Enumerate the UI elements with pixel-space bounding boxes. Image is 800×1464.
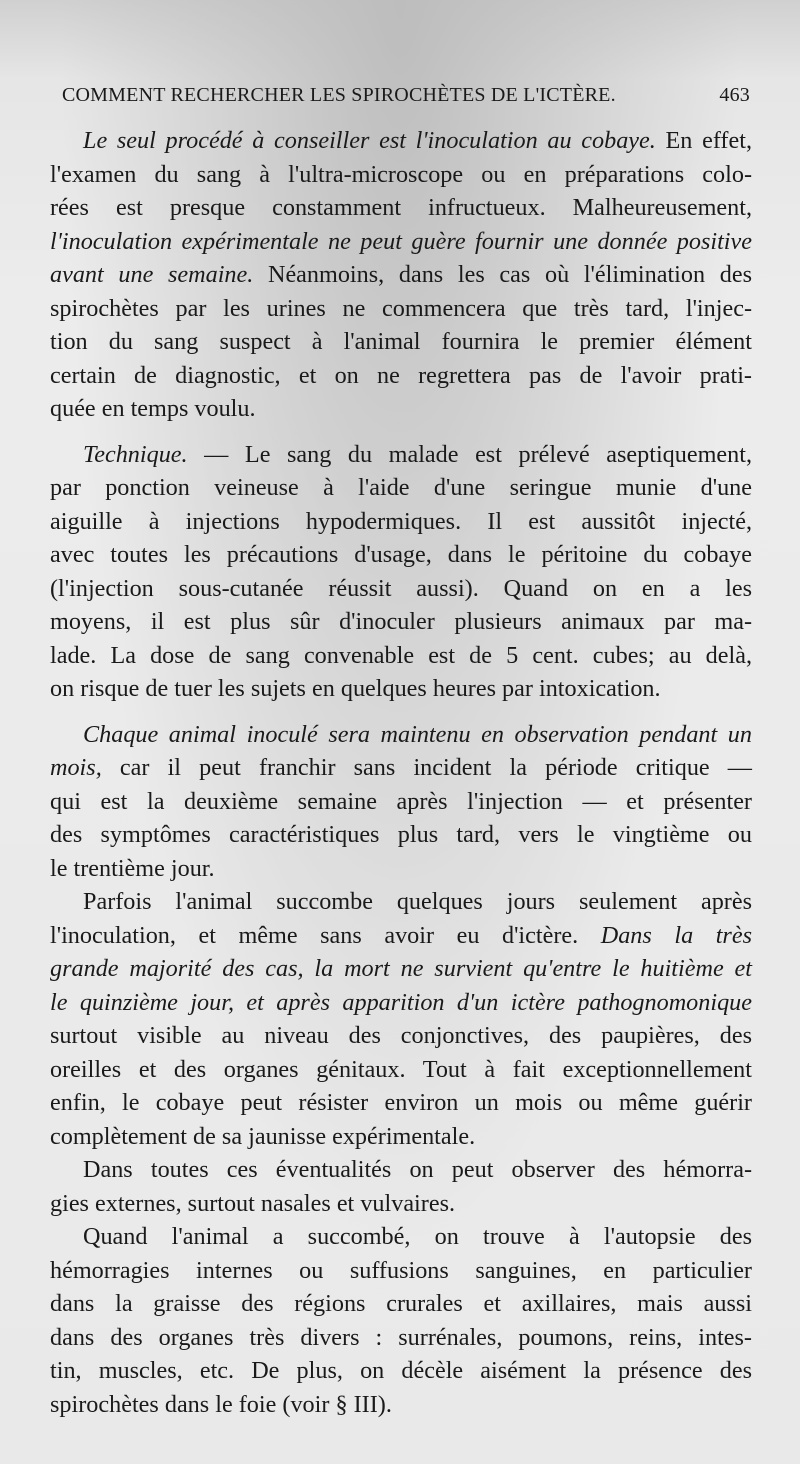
text-segment: par ponction veineuse à l'aide d'une seringue munie d'une bbox=[50, 474, 752, 501]
text-line bbox=[50, 751, 752, 785]
text-line bbox=[50, 438, 752, 472]
text-segment: l'examen du sang à l'ultra-microscope ou en préparations colo- bbox=[50, 160, 752, 188]
text-segment: lade. La dose de sang convenable est de 5 cent. cubes; au delà, bbox=[50, 641, 752, 669]
text-segment: Dans toutes ces éventualités on peut observer des hémorra- bbox=[83, 1156, 752, 1183]
text-line bbox=[50, 572, 752, 606]
text-segment: complètement de sa jaunisse expérimentale. bbox=[50, 1122, 476, 1150]
italic-text: Le seul procédé à conseiller est l'inoculation au cobaye. bbox=[83, 127, 656, 154]
text-segment: En effet, bbox=[655, 127, 752, 154]
text-line bbox=[50, 225, 752, 259]
italic-text: Technique. bbox=[83, 440, 188, 468]
text-segment: (l'injection sous-cutanée réussit aussi). Quand on en a les bbox=[50, 574, 752, 602]
text-segment: aiguille à injections hypodermiques. Il est aussitôt injecté, bbox=[50, 507, 752, 535]
text-segment: oreilles et des organes génitaux. Tout à fait exceptionnellement bbox=[50, 1055, 752, 1083]
text-line bbox=[50, 124, 752, 158]
text-line bbox=[50, 1287, 752, 1321]
italic-text: l'inoculation expérimentale ne peut guère fournir une donnée positive bbox=[50, 227, 752, 255]
text-line bbox=[50, 1321, 752, 1355]
text-line bbox=[50, 1220, 752, 1254]
text-segment: on risque de tuer les sujets en quelques heures par intoxication. bbox=[50, 675, 661, 702]
paragraph bbox=[50, 124, 752, 426]
body-text bbox=[50, 124, 752, 1421]
italic-text: grande majorité des cas, la mort ne survient qu'entre le huitième et bbox=[50, 955, 752, 982]
text-line bbox=[50, 292, 752, 326]
text-line bbox=[50, 471, 752, 505]
italic-text: avant une semaine. bbox=[50, 261, 254, 288]
text-line bbox=[50, 392, 752, 426]
text-segment: tin, muscles, etc. De plus, on décèle aisément la présence des bbox=[50, 1357, 752, 1384]
text-line bbox=[50, 1053, 752, 1087]
text-line bbox=[50, 191, 752, 225]
text-line bbox=[50, 325, 752, 359]
text-segment: car il peut franchir sans incident la période critique — bbox=[101, 754, 752, 781]
text-segment: tion du sang suspect à l'animal fournira le premier élément bbox=[50, 328, 752, 355]
text-segment: hémorragies internes ou suffusions sanguines, en particulier bbox=[50, 1256, 752, 1284]
text-line bbox=[50, 1354, 752, 1388]
text-segment: moyens, il est plus sûr d'inoculer plusieurs animaux par ma- bbox=[50, 608, 752, 635]
text-line bbox=[50, 505, 752, 539]
text-line bbox=[50, 1187, 752, 1221]
text-line bbox=[50, 258, 752, 292]
text-line bbox=[50, 818, 752, 852]
text-line bbox=[50, 785, 752, 819]
text-segment: — Le sang du malade est prélevé aseptiquement, bbox=[187, 440, 752, 468]
text-line bbox=[50, 1086, 752, 1120]
text-line bbox=[50, 952, 752, 986]
italic-text: Chaque animal inoculé sera maintenu en observation pendant un bbox=[83, 720, 752, 748]
text-segment: qui est la deuxième semaine après l'injection — et présenter bbox=[50, 787, 752, 815]
paragraph bbox=[50, 438, 752, 706]
text-line bbox=[50, 852, 752, 886]
text-segment: avec toutes les précautions d'usage, dans le péritoine du cobaye bbox=[50, 541, 752, 568]
text-segment: l'inoculation, et même sans avoir eu d'ictère. bbox=[50, 921, 601, 949]
text-segment: enfin, le cobaye peut résister environ un mois ou même guérir bbox=[50, 1089, 752, 1116]
italic-text: le quinzième jour, et après apparition d'un ictère pathognomonique bbox=[50, 988, 752, 1016]
text-segment: le trentième jour. bbox=[50, 854, 215, 882]
paragraph bbox=[50, 1220, 752, 1421]
text-line bbox=[50, 639, 752, 673]
text-line bbox=[50, 1254, 752, 1288]
page-number: 463 bbox=[719, 84, 750, 106]
text-line bbox=[50, 986, 752, 1020]
running-title: COMMENT RECHERCHER LES SPIROCHÈTES DE L'ICTÈRE. bbox=[62, 84, 616, 106]
text-segment: spirochètes dans le foie (voir § III). bbox=[50, 1390, 392, 1418]
text-line bbox=[50, 919, 752, 953]
text-segment: dans des organes très divers : surrénales, poumons, reins, intes- bbox=[50, 1323, 752, 1351]
text-segment: dans la graisse des régions crurales et axillaires, mais aussi bbox=[50, 1290, 752, 1317]
text-segment: rées est presque constamment infructueux. Malheureusement, bbox=[50, 194, 752, 221]
text-segment: des symptômes caractéristiques plus tard, vers le vingtième ou bbox=[50, 821, 752, 848]
text-segment: spirochètes par les urines ne commencera que très tard, l'injec- bbox=[50, 294, 752, 322]
text-line bbox=[50, 1388, 752, 1422]
paragraph-gap bbox=[50, 426, 752, 438]
paragraph bbox=[50, 718, 752, 886]
text-line bbox=[50, 885, 752, 919]
paragraph-gap bbox=[50, 706, 752, 718]
text-line bbox=[50, 538, 752, 572]
paragraph bbox=[50, 885, 752, 1153]
italic-text: Dans la très bbox=[600, 921, 752, 949]
text-segment: certain de diagnostic, et on ne regrettera pas de l'avoir prati- bbox=[50, 361, 752, 389]
text-segment: surtout visible au niveau des conjonctives, des paupières, des bbox=[50, 1022, 752, 1049]
text-segment: Quand l'animal a succombé, on trouve à l'autopsie des bbox=[83, 1223, 752, 1250]
text-segment: gies externes, surtout nasales et vulvaires. bbox=[50, 1189, 456, 1217]
text-segment: quée en temps voulu. bbox=[50, 395, 256, 422]
running-header bbox=[62, 84, 750, 107]
text-segment: Néanmoins, dans les cas où l'élimination des bbox=[253, 261, 752, 288]
text-line bbox=[50, 672, 752, 706]
text-line bbox=[50, 158, 752, 192]
text-line bbox=[50, 1019, 752, 1053]
text-line bbox=[50, 718, 752, 752]
text-line bbox=[50, 605, 752, 639]
italic-text: mois, bbox=[50, 754, 102, 781]
text-line bbox=[50, 1120, 752, 1154]
text-line bbox=[50, 1153, 752, 1187]
text-segment: Parfois l'animal succombe quelques jours seulement après bbox=[83, 888, 752, 915]
text-line bbox=[50, 359, 752, 393]
paragraph bbox=[50, 1153, 752, 1220]
